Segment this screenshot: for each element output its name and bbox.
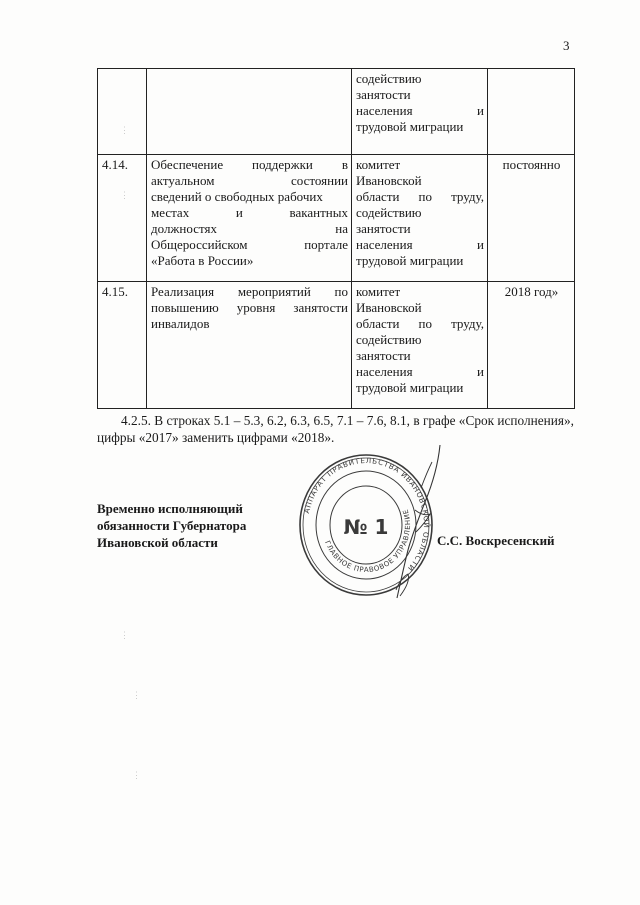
- cell-activity: [147, 155, 352, 282]
- word: труду,: [451, 189, 484, 204]
- scan-artifact: ⋮: [132, 690, 141, 700]
- signer-title-line: Ивановской области: [97, 535, 218, 550]
- executor-line: занятости: [356, 221, 411, 236]
- cell-term: 2018 год»: [488, 282, 575, 409]
- scan-artifact: ⋮: [120, 125, 129, 135]
- cell-activity: [147, 69, 352, 155]
- activity-line: «Работа в России»: [151, 253, 254, 268]
- word: в: [341, 157, 348, 172]
- executor-line: комитет: [356, 157, 401, 172]
- word: труду,: [451, 316, 484, 331]
- executor-line: трудовой миграции: [356, 380, 464, 395]
- word: Обеспечение: [151, 157, 224, 172]
- activity-line: [151, 221, 348, 237]
- signer-name: С.С. Воскресенский: [437, 533, 555, 548]
- seal-inner-textpath: ГЛАВНОЕ ПРАВОВОЕ УПРАВЛЕНИЕ: [323, 507, 413, 575]
- word: по: [418, 316, 432, 331]
- word: вакантных: [289, 205, 348, 220]
- executor-line: [356, 316, 484, 332]
- seal-outer-textpath: АППАРАТ ПРАВИТЕЛЬСТВА ИВАНОВСКОЙ ОБЛАСТИ: [302, 455, 432, 574]
- seal-number: № 1: [343, 515, 389, 539]
- scan-artifact: ⋮: [120, 190, 129, 200]
- executor-line: занятости: [356, 87, 411, 102]
- signer-title-line: обязанности Губернатора: [97, 518, 247, 533]
- word: по: [418, 189, 432, 204]
- table-row: [98, 69, 575, 155]
- executor-line: трудовой миграции: [356, 253, 464, 268]
- executor-line: Ивановской: [356, 173, 422, 188]
- word: актуальном: [151, 173, 215, 188]
- word: и: [477, 103, 484, 118]
- executor-line: [356, 364, 484, 380]
- activity-line: [151, 173, 348, 189]
- word: и: [477, 364, 484, 379]
- table-row: [98, 282, 575, 409]
- executor-line: [356, 103, 484, 119]
- activity-line: [151, 237, 348, 253]
- cell-number: 4.15.: [98, 282, 147, 409]
- word: местах: [151, 205, 190, 220]
- signer-title-line: Временно исполняющий: [97, 501, 243, 516]
- signer-title: [97, 500, 246, 551]
- handwritten-signature: [300, 440, 460, 605]
- executor-line: [356, 189, 484, 205]
- cell-number: 4.14.: [98, 155, 147, 282]
- executor-line: содействию: [356, 205, 422, 220]
- cell-executor: [352, 69, 488, 155]
- cell-term: [488, 69, 575, 155]
- executor-line: занятости: [356, 348, 411, 363]
- table-row: [98, 155, 575, 282]
- executor-line: содействию: [356, 71, 422, 86]
- executor-line: [356, 237, 484, 253]
- cell-term: постоянно: [488, 155, 575, 282]
- executor-line: содействию: [356, 332, 422, 347]
- word: состоянии: [291, 173, 348, 188]
- word: Общероссийском: [151, 237, 248, 252]
- scan-artifact: ⋮: [132, 770, 141, 780]
- executor-line: трудовой миграции: [356, 119, 464, 134]
- activity-line: сведений о свободных рабочих: [151, 189, 323, 204]
- word: поддержки: [252, 157, 313, 172]
- word: области: [356, 316, 400, 331]
- word: населения: [356, 237, 413, 252]
- word: на: [335, 221, 348, 236]
- word: должностях: [151, 221, 217, 236]
- activity-line: [151, 157, 348, 173]
- executor-line: Ивановской: [356, 300, 422, 315]
- cell-executor: [352, 155, 488, 282]
- executor-line: комитет: [356, 284, 401, 299]
- word: и: [235, 205, 243, 220]
- word: портале: [304, 237, 348, 252]
- word: населения: [356, 103, 413, 118]
- cell-activity: Реализация мероприятий по повышению уровня занятости инвалидов: [147, 282, 352, 409]
- cell-executor: [352, 282, 488, 409]
- activity-line: [151, 205, 348, 221]
- measures-table: [97, 68, 575, 409]
- word: области: [356, 189, 400, 204]
- amendment-paragraph: 4.2.5. В строках 5.1 – 5.3, 6.2, 6.3, 6.5, 7.1 – 7.6, 8.1, в графе «Срок исполнения», цифры «2017» заменить цифрами «2018».: [97, 413, 574, 445]
- scan-artifact: ⋮: [120, 630, 129, 640]
- word: и: [477, 237, 484, 252]
- cell-number: [98, 69, 147, 155]
- page-number: 3: [563, 38, 570, 53]
- word: населения: [356, 364, 413, 379]
